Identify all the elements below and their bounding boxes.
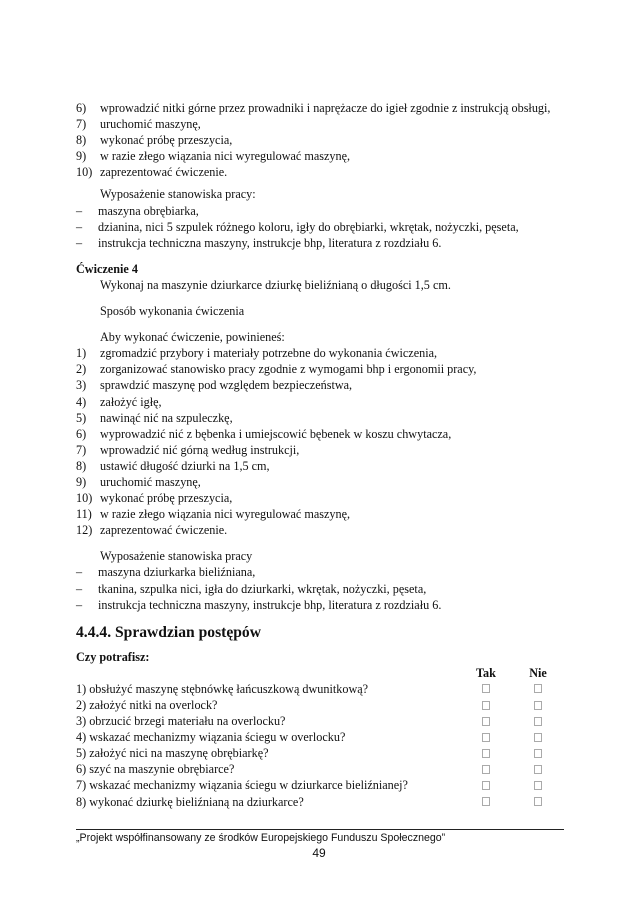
checkbox-no[interactable] (534, 733, 542, 742)
list-text: wyprowadzić nić z bębenka i umiejscowić bębenek w koszu chwytacza, (100, 426, 452, 441)
checkbox-yes-cell (460, 729, 512, 745)
list-item (76, 458, 564, 474)
bullet-item (76, 564, 564, 580)
checkbox-no-cell (512, 713, 564, 729)
checkbox-yes[interactable] (482, 781, 490, 790)
checkbox-yes-cell (460, 697, 512, 713)
footer-divider (76, 829, 564, 830)
list-text: w razie złego wiązania nici wyregulować maszynę, (100, 507, 351, 522)
list-number: 8) (76, 458, 87, 473)
list-item (76, 345, 564, 361)
table-row (76, 794, 564, 810)
checkbox-yes[interactable] (482, 684, 490, 693)
question-text: 5) założyć nici na maszynę obrębiarkę? (76, 746, 269, 761)
list-text: uruchomić maszynę, (100, 117, 201, 132)
checkbox-yes-cell (460, 794, 512, 810)
list-item (76, 100, 564, 116)
list-number: 10) (76, 165, 93, 180)
list-text: ustawić długość dziurki na 1,5 cm, (100, 458, 270, 473)
question-text: 3) obrzucić brzegi materiału na overlocku? (76, 714, 286, 729)
page-content (76, 100, 564, 810)
table-row (76, 729, 564, 745)
list-number: 6) (76, 101, 87, 115)
exercise-steps-list (76, 345, 564, 538)
bullet-text: instrukcja techniczna maszyny, instrukcje bhp, literatura z rozdziału 6. (98, 597, 442, 612)
checkbox-no-cell (512, 729, 564, 745)
list-number: 5) (76, 410, 87, 425)
table-row (76, 745, 564, 761)
table-row (76, 777, 564, 793)
list-text: wprowadzić nić górną według instrukcji, (100, 442, 300, 457)
table-row (76, 681, 564, 697)
column-no: Nie (529, 665, 547, 680)
question-text: 1) obsłużyć maszynę stębnówkę łańcuszkową dwunitkową? (76, 681, 369, 696)
list-text: wykonać próbę przeszycia, (100, 133, 233, 148)
bullet-item (76, 597, 564, 613)
equipment-list (76, 203, 564, 251)
checkbox-no[interactable] (534, 701, 542, 710)
checkbox-yes[interactable] (482, 701, 490, 710)
checkbox-yes-cell (460, 681, 512, 697)
bullet-text: maszyna obrębiarka, (98, 203, 199, 218)
list-item (76, 361, 564, 377)
bullet-item (76, 581, 564, 597)
list-number: 4) (76, 394, 87, 409)
bullet-text: maszyna dziurkarka bieliźniana, (98, 565, 256, 580)
list-number: 11) (76, 507, 92, 522)
checkbox-yes-cell (460, 777, 512, 793)
dash-bullet: – (76, 597, 83, 612)
list-text: uruchomić maszynę, (100, 474, 201, 489)
question-text: 8) wykonać dziurkę bieliźnianą na dziurkarce? (76, 794, 304, 809)
list-text: zaprezentować ćwiczenie. (100, 165, 228, 180)
list-item (76, 474, 564, 490)
list-item (76, 490, 564, 506)
list-text: zgromadzić przybory i materiały potrzebne do wykonania ćwiczenia, (100, 346, 438, 361)
list-text: sprawdzić maszynę pod względem bezpieczeństwa, (100, 378, 353, 393)
checkbox-no[interactable] (534, 717, 542, 726)
checkbox-yes[interactable] (482, 733, 490, 742)
page-number: 49 (312, 846, 326, 860)
list-number: 8) (76, 133, 87, 148)
bullet-text: dzianina, nici 5 szpulek różnego koloru, igły do obrębiarki, wkrętak, nożyczki, pęseta, (98, 219, 519, 234)
list-item (76, 426, 564, 442)
list-number: 2) (76, 362, 87, 377)
list-item (76, 394, 564, 410)
checkbox-yes[interactable] (482, 717, 490, 726)
list-text: wykonać próbę przeszycia, (100, 491, 233, 506)
question-text: 7) wskazać mechanizmy wiązania ściegu w dziurkarce bieliźnianej? (76, 778, 408, 793)
list-item (76, 522, 564, 538)
list-number: 7) (76, 442, 87, 457)
exercise-intro: Aby wykonać ćwiczenie, powinieneś: (100, 330, 285, 345)
list-item (76, 410, 564, 426)
bullet-text: tkanina, szpulka nici, igła do dziurkarki, wkrętak, nożyczki, pęseta, (98, 581, 427, 596)
list-item (76, 377, 564, 393)
checkbox-yes-cell (460, 745, 512, 761)
list-text: w razie złego wiązania nici wyregulować maszynę, (100, 149, 351, 164)
checkbox-yes-cell (460, 713, 512, 729)
list-item (76, 132, 564, 148)
list-text: zaprezentować ćwiczenie. (100, 523, 228, 538)
checkbox-no[interactable] (534, 684, 542, 693)
checkbox-no-cell (512, 761, 564, 777)
list-number: 3) (76, 378, 87, 393)
checkbox-no[interactable] (534, 797, 542, 806)
exercise-task: Wykonaj na maszynie dziurkarce dziurkę bieliźnianą o długości 1,5 cm. (100, 277, 451, 292)
list-item (76, 116, 564, 132)
bullet-item (76, 219, 564, 235)
table-row (76, 761, 564, 777)
table-row (76, 713, 564, 729)
checkbox-no-cell (512, 681, 564, 697)
checkbox-yes[interactable] (482, 797, 490, 806)
checkbox-no-cell (512, 777, 564, 793)
list-text: zorganizować stanowisko pracy zgodnie z wymogami bhp i ergonomii pracy, (100, 362, 477, 377)
checkbox-no-cell (512, 745, 564, 761)
bullet-item (76, 235, 564, 251)
list-item (76, 164, 564, 180)
list-text: nawinąć nić na szpuleczkę, (100, 410, 233, 425)
checkbox-yes[interactable] (482, 749, 490, 758)
list-item (76, 442, 564, 458)
footer-text: „Projekt współfinansowany ze środków Europejskiego Funduszu Społecznego” (76, 832, 446, 844)
self-check-table (76, 681, 564, 810)
equipment-heading: Wyposażenie stanowiska pracy: (100, 187, 256, 202)
equipment-heading-2: Wyposażenie stanowiska pracy (100, 549, 253, 564)
list-number: 6) (76, 426, 87, 441)
instruction-list-continued (76, 100, 564, 180)
question-text: 6) szyć na maszynie obrębiarce? (76, 762, 235, 777)
checkbox-no-cell (512, 794, 564, 810)
answer-columns-header (76, 665, 564, 681)
checkbox-yes[interactable] (482, 765, 490, 774)
list-item (76, 506, 564, 522)
checkbox-no[interactable] (534, 781, 542, 790)
list-number: 9) (76, 149, 87, 164)
dash-bullet: – (76, 203, 83, 218)
bullet-item (76, 203, 564, 219)
list-text: wprowadzić nitki górne przez prowadniki i naprężacze do igieł zgodnie z instrukcją obsługi, (100, 101, 551, 115)
question-heading: Czy potrafisz: (76, 649, 150, 664)
question-text: 4) wskazać mechanizmy wiązania ściegu w overlocku? (76, 730, 346, 745)
table-row (76, 697, 564, 713)
checkbox-no[interactable] (534, 765, 542, 774)
checkbox-no-cell (512, 697, 564, 713)
list-text: założyć igłę, (100, 394, 162, 409)
list-number: 12) (76, 523, 93, 538)
column-yes: Tak (476, 665, 496, 680)
list-item (76, 148, 564, 164)
dash-bullet: – (76, 581, 83, 596)
checkbox-yes-cell (460, 761, 512, 777)
list-number: 10) (76, 491, 93, 506)
dash-bullet: – (76, 235, 83, 250)
question-text: 2) założyć nitki na overlock? (76, 698, 218, 712)
bullet-text: instrukcja techniczna maszyny, instrukcje bhp, literatura z rozdziału 6. (98, 235, 442, 250)
equipment-list-2 (76, 564, 564, 612)
exercise-method: Sposób wykonania ćwiczenia (100, 304, 245, 319)
dash-bullet: – (76, 219, 83, 234)
section-heading: 4.4.4. Sprawdzian postępów (76, 623, 261, 641)
dash-bullet: – (76, 565, 83, 580)
checkbox-no[interactable] (534, 749, 542, 758)
list-number: 7) (76, 117, 87, 132)
list-number: 9) (76, 474, 87, 489)
exercise-title: Ćwiczenie 4 (76, 261, 138, 276)
list-number: 1) (76, 346, 87, 361)
